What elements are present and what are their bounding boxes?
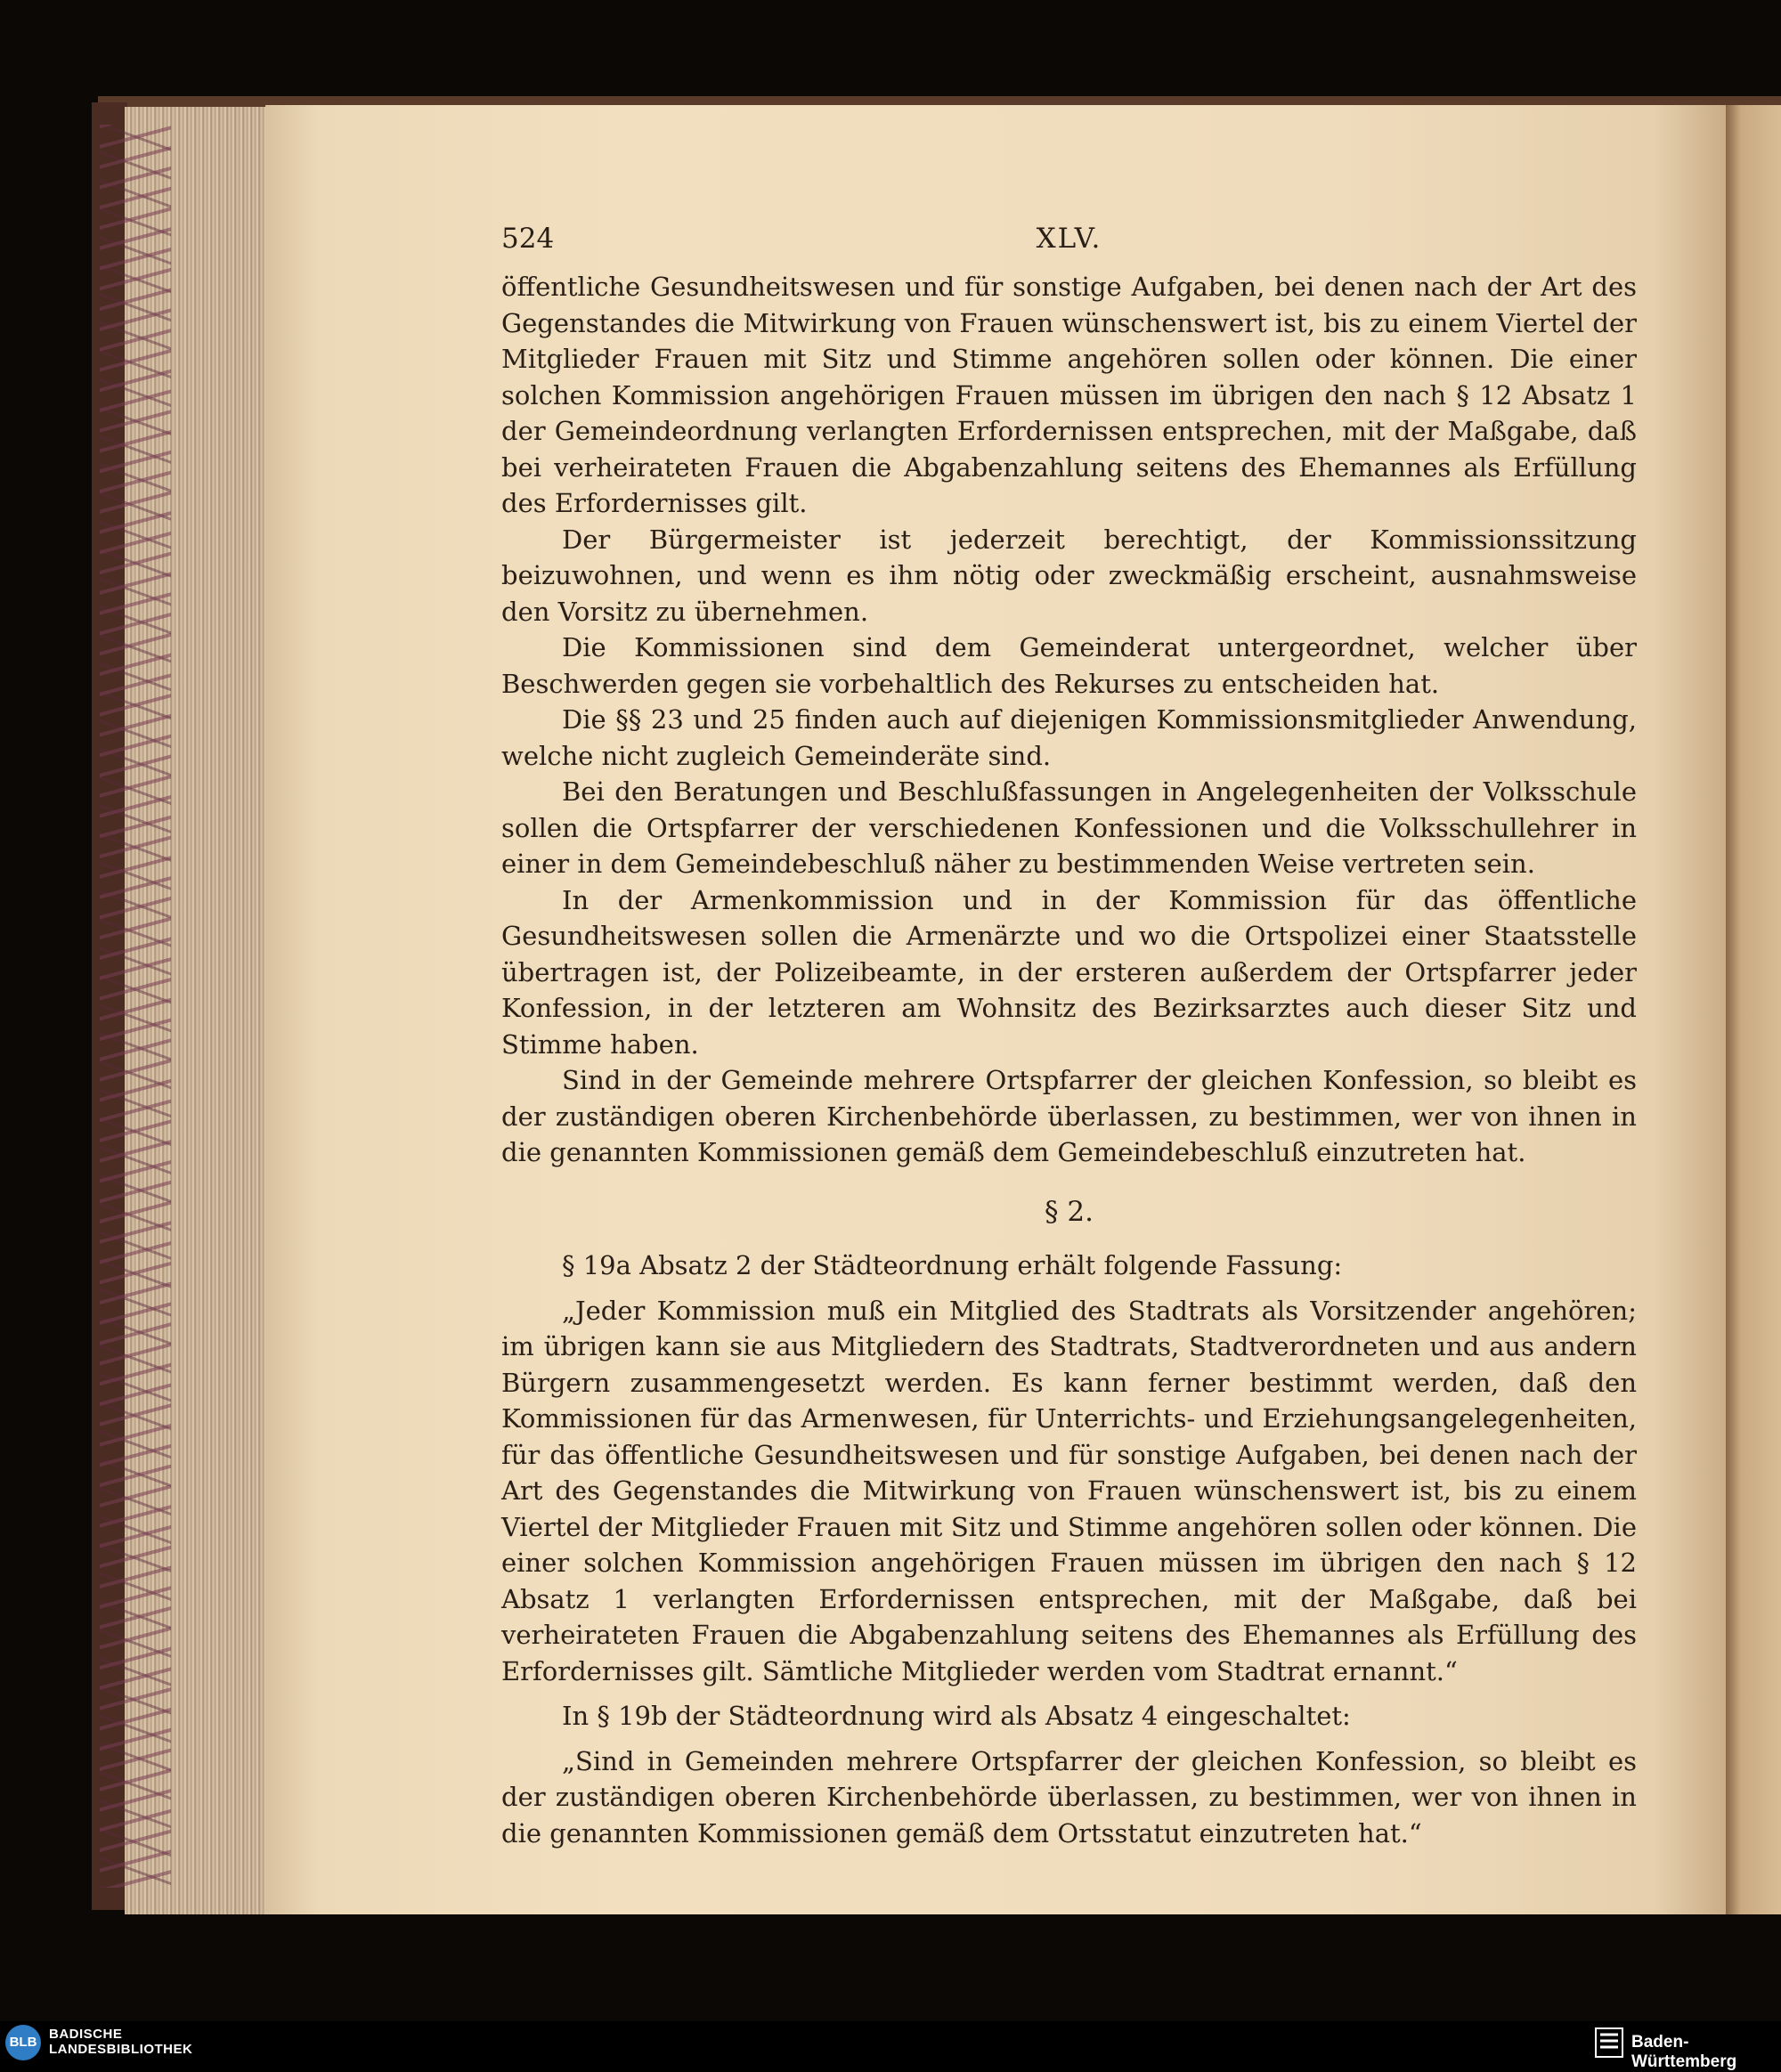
paragraph: öffentliche Gesundheitswesen und für sonstige Aufgaben, bei denen nach der Art des Gegenstandes die Mitwirkung von Frauen wünschenswert ist, bis zu einem Viertel der Mitglieder Frauen mit Sitz und Stimme angehören sollen oder können. Die einer solchen Kommission angehörigen Frauen müssen im übrigen den nach § 12 Absatz 1 der Gemeindeordnung verlangten Erfordernissen entsprechen, mit der Maßgabe, daß bei verheirateten Frauen die Abgabenzahlung seitens des Ehemannes als Erfüllung des Erfordernisses gilt. <box>501 272 1637 518</box>
library-name[interactable] <box>49 2027 192 2057</box>
lions-emblem-icon <box>1594 2027 1624 2059</box>
viewer-footer-bar <box>0 2021 1781 2071</box>
section-intro: § 19a Absatz 2 der Städteordnung erhält folgende Fassung: <box>562 1250 1343 1280</box>
paragraph: Die Kommissionen sind dem Gemeinderat untergeordnet, welcher über Beschwerden gegen sie vorbehaltlich des Rekurses zu entscheiden hat. <box>501 632 1637 699</box>
page-text-block <box>501 221 1637 1851</box>
paragraph: Bei den Beratungen und Beschlußfassungen in Angelegenheiten der Volksschule sollen die Ortspfarrer der verschiedenen Konfessionen und die Volksschullehrer in einer in dem Gemeindebeschluß näher zu bestimmenden Weise vertreten sein. <box>501 776 1637 879</box>
facing-page-edge <box>1723 105 1781 1914</box>
blb-logo-icon[interactable]: BLB <box>5 2025 41 2060</box>
page-header <box>501 221 1637 269</box>
quoted-amendment: „Sind in Gemeinden mehrere Ortspfarrer der gleichen Konfession, so bleibt es der zuständigen oberen Kirchenbehörde überlassen, zu bestimmen, wer von ihnen in die genannten Kommissionen gemäß dem Ortsstatut einzutreten hat.“ <box>501 1745 1637 1849</box>
section-heading: § 2. <box>1045 1195 1094 1228</box>
paragraph: In der Armenkommission und in der Kommission für das öffentliche Gesundheitswesen sollen die Armenärzte und wo die Ortspolizei einer Staatsstelle übertragen ist, der Polizeibeamte, in der ersteren außerdem der Ortspfarrer jeder Konfession, in der letzteren am Wohnsitz des Bezirksarztes auch dieser Sitz und Stimme haben. <box>501 884 1637 1060</box>
paragraph: Die §§ 23 und 25 finden auch auf diejenigen Kommissionsmitglieder Anwendung, welche nicht zugleich Gemeinderäte sind. <box>501 704 1637 771</box>
paragraph: Sind in der Gemeinde mehrere Ortspfarrer der gleichen Konfession, so bleibt es der zuständigen oberen Kirchenbehörde überlassen, zu bestimmen, wer von ihnen in die genannten Kommissionen gemäß dem Gemeindebeschluß einzutreten hat. <box>501 1065 1637 1167</box>
running-title: XLV. <box>1036 223 1102 255</box>
section-intro: In § 19b der Städteordnung wird als Absatz 4 eingeschaltet: <box>562 1701 1351 1731</box>
marbled-edge-pattern <box>100 125 171 1888</box>
quoted-amendment: „Jeder Kommission muß ein Mitglied des Stadtrats als Vorsitzender angehören; im übrigen kann sie aus Mitgliedern des Stadtrats, Stadtverordneten und aus andern Bürgern zusammengesetzt werden. Es kann ferner bestimmt werden, daß den Kommissionen für das Armenwesen, für Unterrichts- und Erziehungsangelegenheiten, für das öffentliche Gesundheitswesen und für sonstige Aufgaben, bei denen nach der Art des Gegenstandes die Mitwirkung von Frauen wünschenswert ist, bis zu einem Viertel der Mitglieder Frauen mit Sitz und Stimme angehören sollen oder können. Die einer solchen Kommission angehörigen Frauen müssen im übrigen den nach § 12 Absatz 1 verlangten Erfordernissen entsprechen, mit der Maßgabe, daß bei verheirateten Frauen die Abgabenzahlung seitens des Ehemannes als Erfüllung des Erfordernisses gilt. Sämtliche Mitglieder werden vom Stadtrat ernannt.“ <box>501 1295 1637 1686</box>
state-label[interactable]: Baden-Württemberg <box>1631 2033 1737 2071</box>
library-name-line1: BADISCHE <box>49 2027 123 2042</box>
library-name-line2: LANDESBIBLIOTHEK <box>49 2042 193 2057</box>
page-number: 524 <box>501 223 555 255</box>
paragraph: Der Bürgermeister ist jederzeit berechtigt, der Kommissionssitzung beizuwohnen, und wenn es ihm nötig oder zweckmäßig erscheint, ausnahmsweise den Vorsitz zu übernehmen. <box>501 524 1637 627</box>
